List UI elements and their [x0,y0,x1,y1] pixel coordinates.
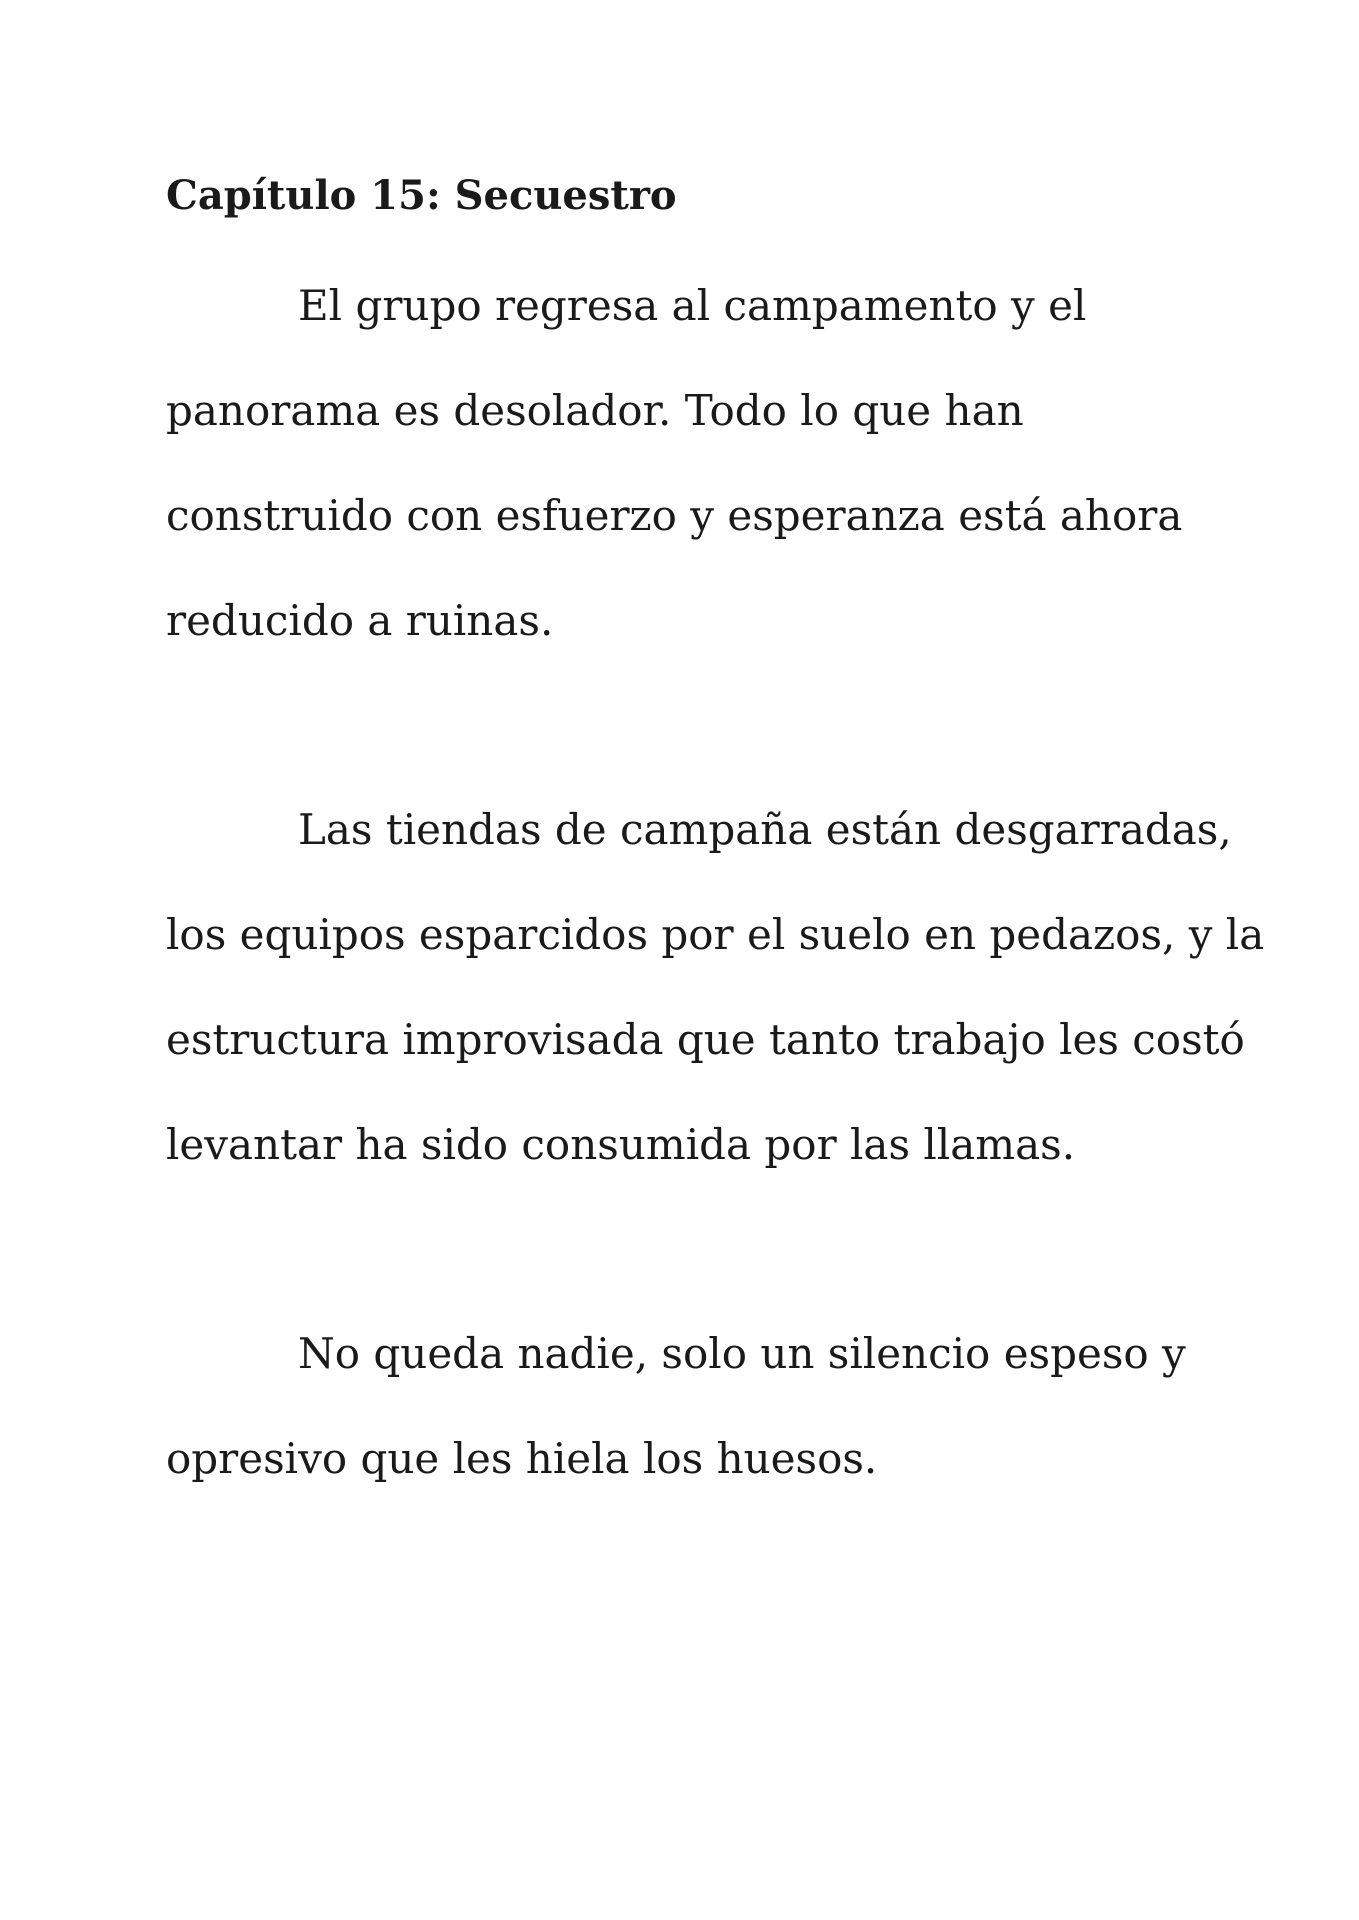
paragraph-3-line-1: No queda nadie, solo un silencio espeso y [298,1329,1186,1378]
paragraph-2-line-2: los equipos esparcidos por el suelo en pedazos, y la [166,910,1265,959]
paragraph-2-line-4: levantar ha sido consumida por las llamas. [166,1120,1076,1169]
chapter-title: Capítulo 15: Secuestro [166,172,677,219]
paragraph-2-line-1: Las tiendas de campaña están desgarradas, [298,805,1232,854]
paragraph-1-line-2: panorama es desolador. Todo lo que han [166,386,1024,435]
paragraph-2-line-3: estructura improvisada que tanto trabajo les costó [166,1015,1245,1064]
paragraph-1-line-1: El grupo regresa al campamento y el [298,281,1087,330]
paragraph-3-line-2: opresivo que les hiela los huesos. [166,1434,878,1483]
paragraph-1-line-3: construido con esfuerzo y esperanza está ahora [166,491,1183,540]
paragraph-1-line-4: reducido a ruinas. [166,596,554,645]
